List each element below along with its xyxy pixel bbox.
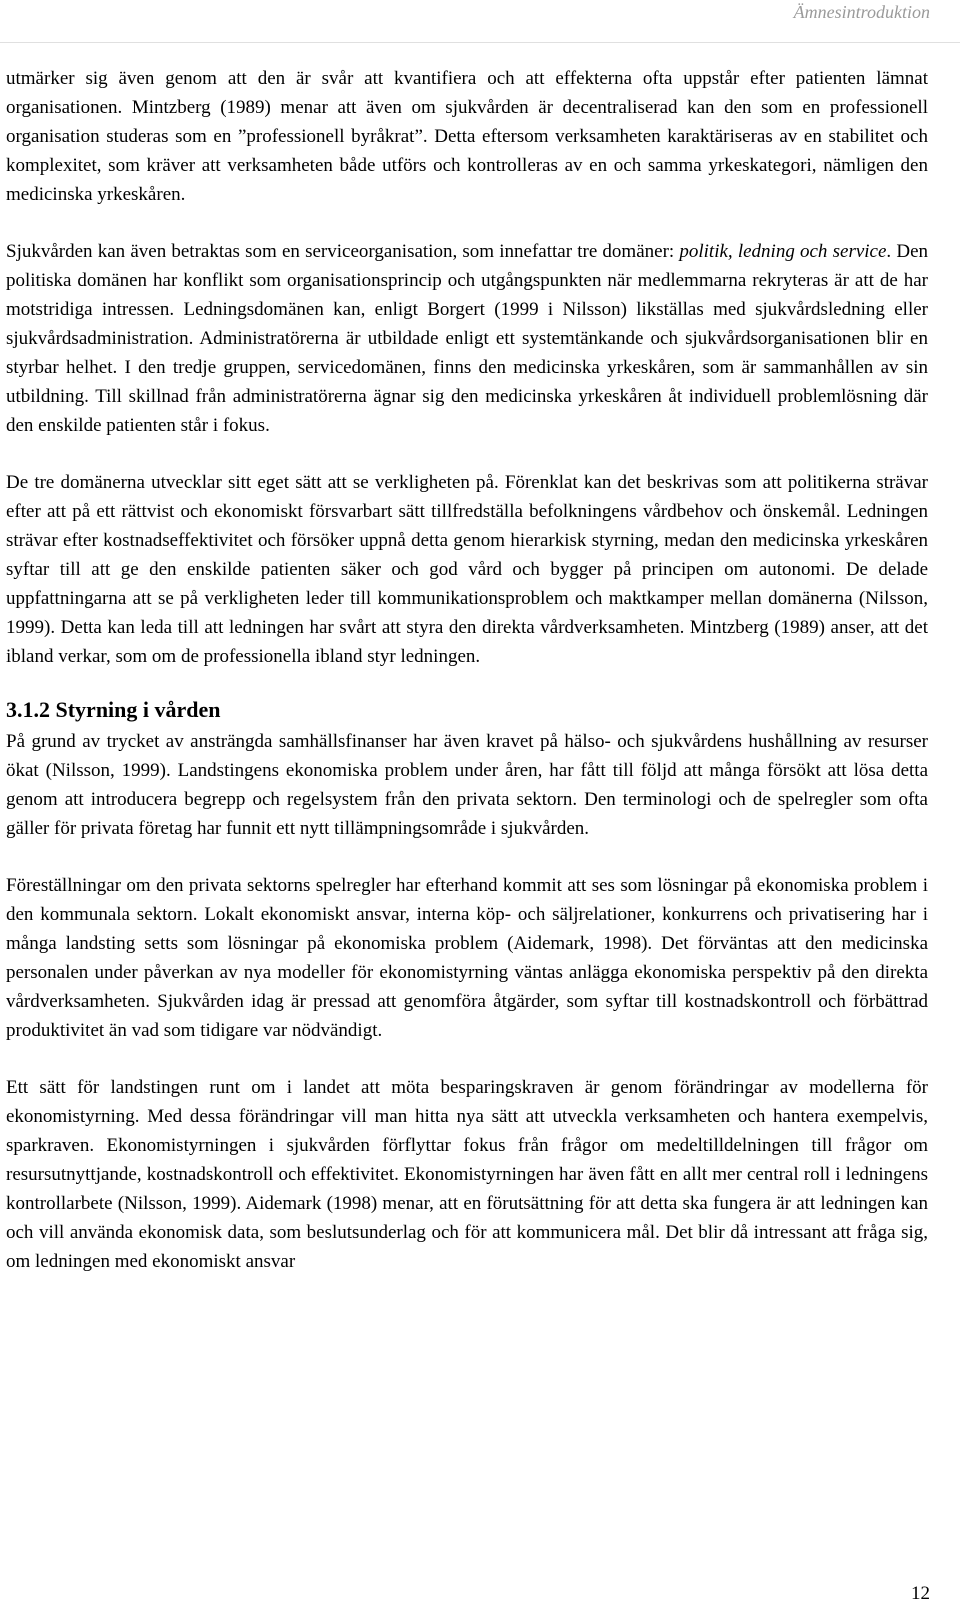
page-body [6,64,928,1276]
running-header: Ämnesintroduktion [793,2,930,22]
paragraph-private-sector: Föreställningar om den privata sektorns spelregler har efterhand kommit att ses som lösningar på ekonomiska problem i den kommunala sektorn. Lokalt ekonomiskt ansvar, interna köp- och säljrelationer, konkurrens och privatisering har i många landsting setts som lösningar på ekonomiska problem (Aidemark, 1998). Det förväntas att den medicinska personalen under påverkan av nya modeller för ekonomistyrning väntas anlägga ekonomiska perspektiv på den direkta vårdverksamheten. Sjukvården idag är pressad att genomföra åtgärder, som syftar till kostnadskontroll och förbättrad produktivitet än vad som tidigare var nödvändigt. [6,875,928,1041]
paragraph-service-organisation [6,237,928,440]
paragraph-intro-continuation: utmärker sig även genom att den är svår att kvantifiera och att effekterna ofta uppstår efter patienten lämnat organisationen. Mintzberg (1989) menar att även om sjukvården är decentraliserad kan den som en professionell organisation studeras som en ”professionell byråkrat”. Detta eftersom verksamheten karaktäriseras av en stabilitet och komplexitet, som kräver att verksamheten både utförs och kontrolleras av en och samma yrkeskategori, nämligen den medicinska yrkeskåren. [6,68,928,205]
paragraph-economic-control: Ett sätt för landstingen runt om i landet att möta besparingskraven är genom förändringar av modellerna för ekonomistyrning. Med dessa förändringar vill man hitta nya sätt att utveckla verksamheten och hantera exempelvis, sparkraven. Ekonomistyrningen i sjukvården förflyttar fokus från frågor om medeltilldelningen till frågor om resursutnyttjande, kostnadskontroll och effektivitet. Ekonomistyrningen har även fått en allt mer central roll i ledningens kontrollarbete (Nilsson, 1999). Aidemark (1998) menar, att en förutsättning för att detta ska fungera är att ledningen kan och vill använda ekonomisk data, som beslutsunderlag och för att kommunicera mål. Det blir då intressant att fråga sig, om ledningen med ekonomiskt ansvar [6,1077,928,1272]
paragraph-text: Sjukvården kan även betraktas som en serviceorganisation, som innefattar tre domäner: [6,241,680,262]
header-divider [0,42,960,43]
page-number: 12 [911,1583,930,1604]
section-heading: 3.1.2 Styrning i vården [6,697,221,722]
paragraph-text: . Den politiska domänen har konflikt som organisationsprincip och utgångspunkten när medlemmarna rekryteras är att de har motstridiga intressen. Ledningsdomänen kan, enligt Borgert (1999 i Nilsson) likställas med sjukvårdsledning eller sjukvårdsadministration. Administratörerna är utbildade enligt ett systemtänkande och sjukvårdsorganisationen blir en styrbar helhet. I den tredje gruppen, servicedomänen, finns den medicinska yrkeskåren, som är sammanhållen av sin utbildning. Till skillnad från administratörerna ägnar sig den medicinska yrkeskåren åt individuell problemlösning där den enskilde patienten står i fokus. [6,241,929,436]
paragraph-domains-reality: De tre domänerna utvecklar sitt eget sätt att se verkligheten på. Förenklat kan det beskrivas som att politikerna strävar efter att på ett rättvist och ekonomiskt försvarbart sätt tillfredställa befolkningens vårdbehov och önskemål. Ledningen strävar efter kostnadseffektivitet och försöker uppnå detta genom hierarkisk styrning, medan den medicinska yrkeskåren syftar till att ge den enskilde patienten säker och god vård och bygger på principen om autonomi. De delade uppfattningarna att se på verkligheten leder till kommunikationsproblem och maktkamper mellan domänerna (Nilsson, 1999). Detta kan leda till att ledningen har svårt att styra den direkta vårdverksamheten. Mintzberg (1989) anser, att det ibland verkar, som om de professionella ibland styr ledningen. [6,472,928,667]
paragraph-resources: På grund av trycket av ansträngda samhällsfinanser har även kravet på hälso- och sjukvårdens hushållning av resurser ökat (Nilsson, 1999). Landstingens ekonomiska problem under åren, har fått till följd att många försökt att lösa detta genom att introducera begrepp och regelsystem från den privata sektorn. Den terminologi och de spelregler som ofta gäller för privata företag har funnit ett nytt tillämpningsområde i sjukvården. [6,731,928,839]
emphasized-domains: politik, ledning och service [679,241,887,262]
